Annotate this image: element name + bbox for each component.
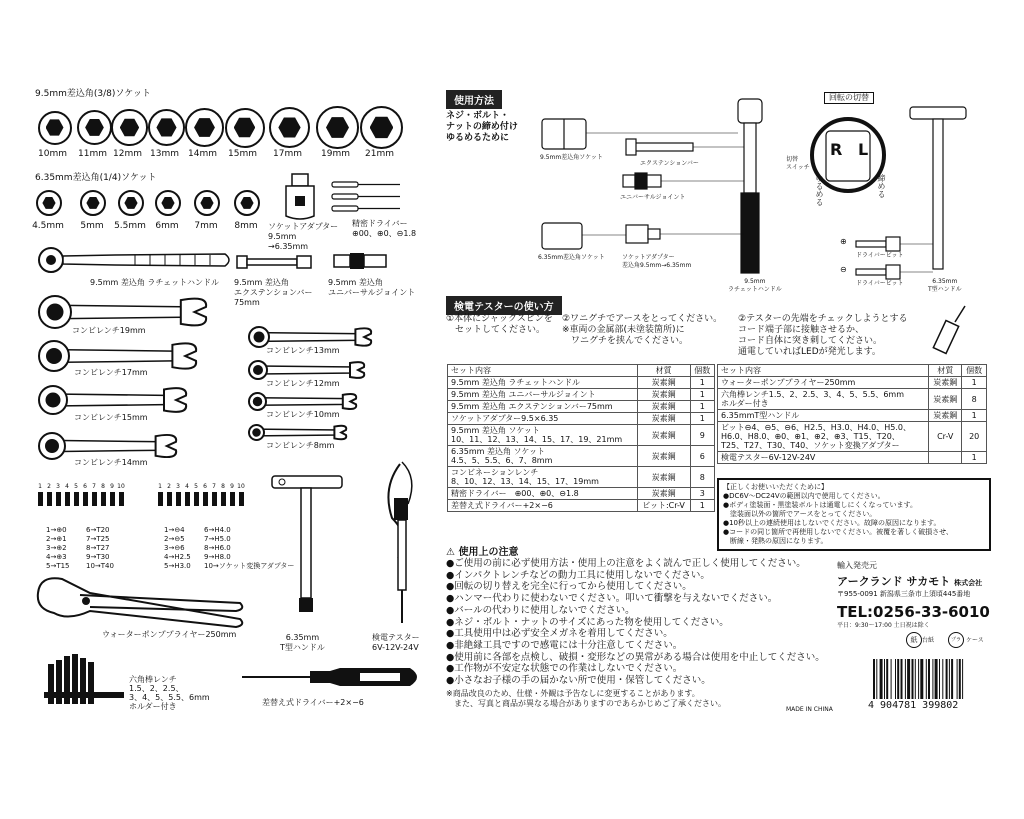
bit-icon — [185, 492, 190, 506]
diag-socket635-label: 6.35mm差込角ソケット — [538, 254, 605, 261]
table-row — [448, 413, 715, 425]
bit-icon — [110, 492, 115, 506]
bit-number: 3 — [56, 483, 60, 490]
bit-number: 5 — [74, 483, 78, 490]
cell-material: 炭素鋼 — [637, 413, 690, 425]
bit-mapping: 8→T27 — [86, 544, 110, 552]
diag-switch-label: 切替 スイッチ — [786, 156, 810, 171]
plastic-recycle-label: ケース — [966, 637, 984, 644]
caution-item: ●非絶縁工具ですので感電には十分注意してください。 — [446, 639, 683, 651]
caution-item: ●回転の切り替えを完全に行ってから使用してください。 — [446, 581, 692, 593]
bit-icon — [119, 492, 124, 506]
bit-icon — [221, 492, 226, 506]
barcode-bar — [905, 659, 906, 699]
col-contents: セット内容 — [448, 365, 638, 377]
barcode-bar — [895, 659, 896, 699]
barcode-bar — [897, 659, 899, 699]
socket-38-icon — [148, 109, 186, 147]
caution-item: ●小さなお子様の手の届かない所で使用・保管してください。 — [446, 675, 711, 687]
bit-number: 3 — [176, 483, 180, 490]
cell-quantity: 1 — [962, 452, 987, 464]
bit-mapping: 2→⊕1 — [46, 535, 67, 543]
t-handle-diag-label: 6.35mm T型ハンドル — [928, 278, 962, 293]
bit-slot — [117, 483, 125, 506]
spec-table-left — [447, 364, 715, 512]
bit-icon — [38, 492, 43, 506]
bit-icon — [56, 492, 61, 506]
socket-14-title: 6.35mm差込角(1/4)ソケット — [35, 173, 157, 183]
bit-number: 10 — [117, 483, 125, 490]
bit-icon — [92, 492, 97, 506]
cell-material: 炭素鋼 — [637, 377, 690, 389]
caution-title: ⚠ 使用上の注意 — [446, 547, 519, 558]
col-quantity: 個数 — [962, 365, 987, 377]
table-row — [448, 425, 715, 446]
screwdriver-illustration — [240, 664, 430, 690]
caution-list — [446, 558, 825, 687]
bit-icon — [158, 492, 163, 506]
t-handle-label: 6.35mm T型ハンドル — [280, 633, 325, 652]
socket-14-icon — [155, 190, 181, 216]
table-row — [448, 389, 715, 401]
ratchet-handle-label: 9.5mm 差込角 ラチェットハンドル — [90, 278, 219, 287]
bit-slot — [228, 483, 236, 506]
table-row — [718, 410, 987, 422]
bit-slot — [99, 483, 107, 506]
socket-14-icon — [118, 190, 144, 216]
bit-slot — [81, 483, 89, 506]
bit-slot — [72, 483, 80, 506]
cell-contents: 検電テスター6V-12V-24V — [718, 452, 929, 464]
bit-slot — [237, 483, 245, 506]
socket-38-size: 21mm — [365, 149, 394, 159]
socket-38-size: 14mm — [188, 149, 217, 159]
barcode-bar — [920, 659, 923, 699]
voltage-tester-illustration — [372, 458, 432, 628]
hex-key-set-illustration — [42, 652, 132, 712]
universal-joint-label: 9.5mm 差込角 ユニバーサルジョイント — [328, 278, 416, 297]
wrench-label: コンビレンチ19mm — [72, 326, 146, 335]
socket-38-icon — [225, 108, 265, 148]
bit-slot — [90, 483, 98, 506]
cell-contents: ソケットアダプター9.5×6.35 — [448, 413, 638, 425]
bit-number: 6 — [203, 483, 207, 490]
bit-mapping: 6→T20 — [86, 526, 110, 534]
bit-number: 8 — [221, 483, 225, 490]
diag-ratchet-label: 9.5mm ラチェットハンドル — [728, 278, 782, 293]
bit-slot — [63, 483, 71, 506]
socket-14-icon — [234, 190, 260, 216]
barcode-bar — [951, 659, 953, 699]
spec-table-right — [717, 364, 987, 464]
barcode-bar — [915, 659, 916, 699]
wrench-label: コンビレンチ15mm — [74, 413, 148, 422]
caution-item: ●工作物が不安定な状態での作業はしないでください。 — [446, 663, 683, 675]
wrench-label: コンビレンチ13mm — [266, 346, 340, 355]
socket-38-size: 12mm — [113, 149, 142, 159]
cell-quantity: 3 — [690, 488, 715, 500]
bit-list-c — [164, 526, 191, 571]
bit-icon — [83, 492, 88, 506]
notice-item: ●ボディ塗装面・黒塗装ボルトは通電しにくくなっています。 塗装面以外の箇所でアースをとってください。 — [723, 501, 917, 518]
notice-title: 【正しくお使いいただくために】 — [723, 483, 828, 491]
cell-material: 炭素鋼 — [637, 467, 690, 488]
bit-mapping: 4→⊕3 — [46, 553, 67, 561]
bit-number: 9 — [230, 483, 234, 490]
cell-contents: ビット⊖4、⊖5、⊖6、H2.5、H3.0、H4.0、H5.0、 H6.0、H8.0、⊕0、⊕1、⊕2、⊕3、T15、T20、 T25、T27、T30、T40、ソケット変換アダプター — [718, 422, 929, 452]
cell-material: 炭素鋼 — [929, 377, 962, 389]
tighten-label: 締める — [877, 174, 886, 198]
bit-slot — [54, 483, 62, 506]
warning-icon: ⚠ — [446, 547, 455, 558]
caution-footnote: ※商品改良のため、仕様・外観は予告なしに変更することがあります。 また、写真と商品が異なる場合がありますのであらかじめご了承ください。 — [446, 689, 726, 708]
notice-item: ●DC6V〜DC24Vの範囲以内で使用してください。 — [723, 492, 885, 500]
cell-contents: コンビネーションレンチ 8、10、12、13、14、15、17、19mm — [448, 467, 638, 488]
cell-quantity: 8 — [962, 389, 987, 410]
bit-icon — [176, 492, 181, 506]
barcode — [873, 659, 991, 699]
socket-14-size: 5.5mm — [114, 221, 146, 231]
cell-material — [929, 452, 962, 464]
bit-mapping: 8→H6.0 — [204, 544, 231, 552]
bit-number: 2 — [47, 483, 51, 490]
cell-material: 炭素鋼 — [637, 488, 690, 500]
importer-label: 輸入発売元 — [837, 561, 877, 570]
bit-slot — [36, 483, 44, 506]
bit-number: 10 — [237, 483, 245, 490]
paper-recycle-icon: 紙 — [906, 632, 922, 648]
socket-38-size: 19mm — [321, 149, 350, 159]
wrench-label: コンビレンチ17mm — [74, 368, 148, 377]
bit-slot — [183, 483, 191, 506]
usage-title: 使用方法 — [446, 90, 502, 109]
bit-number: 4 — [185, 483, 189, 490]
caution-item: ●ハンマー代わりに使わないでください。叩いて衝撃を与えないでください。 — [446, 593, 778, 605]
diag-extension-label: エクステンションバー — [640, 160, 699, 167]
barcode-bar — [880, 659, 883, 699]
extension-bar-label: 9.5mm 差込角 エクステンションバー 75mm — [234, 278, 313, 307]
cell-contents: 差替え式ドライバー+2×−6 — [448, 500, 638, 512]
cell-quantity: 1 — [962, 377, 987, 389]
notice-item: ●10秒以上の連続使用はしないでください。故障の原因になります。 — [723, 519, 941, 527]
bit-slot — [174, 483, 182, 506]
usage-diagram — [538, 95, 978, 300]
cell-contents: 9.5mm 差込角 ユニバーサルジョイント — [448, 389, 638, 401]
socket-14-icon — [36, 190, 62, 216]
barcode-bar — [935, 659, 938, 699]
extension-bar-illustration — [235, 253, 315, 271]
caution-item: ●工具使用中は必ず安全メガネを着用してください。 — [446, 628, 673, 640]
bit-slot — [108, 483, 116, 506]
table-row — [718, 422, 987, 452]
cell-contents: ウォーターポンププライヤー250mm — [718, 377, 929, 389]
bit-slot — [219, 483, 227, 506]
barcode-bar — [939, 659, 940, 699]
combination-wrench-illustration — [38, 432, 178, 460]
bit-number: 5 — [194, 483, 198, 490]
cell-material: Cr-V — [929, 422, 962, 452]
caution-item: ●使用前に各部を点検し、破損・変形などの異常がある場合は使用を中止してください。 — [446, 651, 825, 663]
rotation-r: R — [830, 140, 843, 159]
col-quantity: 個数 — [690, 365, 715, 377]
cell-quantity: 1 — [962, 410, 987, 422]
bit-list-b — [86, 526, 114, 571]
cell-contents: 6.35mm 差込角 ソケット 4.5、5、5.5、6、7、8mm — [448, 446, 638, 467]
company-address: 〒955-0091 新潟県三条市上須頃445番地 — [837, 590, 971, 598]
bit-icon — [212, 492, 217, 506]
water-pump-pliers-label: ウォーターポンププライヤー250mm — [102, 630, 237, 639]
barcode-bar — [928, 659, 930, 699]
cell-contents: 精密ドライバー ⊕00、⊕0、⊖1.8 — [448, 488, 638, 500]
paper-recycle-label: 台紙 — [922, 637, 935, 644]
socket-14-icon — [80, 190, 106, 216]
barcode-bar — [949, 659, 950, 699]
bit-number: 4 — [65, 483, 69, 490]
t-handle-illustration — [268, 468, 348, 618]
bit-icon — [167, 492, 172, 506]
cell-contents: 9.5mm 差込角 エクステンションバー75mm — [448, 401, 638, 413]
socket-38-size: 11mm — [78, 149, 107, 159]
tester-tip-illustration — [925, 302, 975, 362]
bit-mapping: 7→T25 — [86, 535, 110, 543]
bit-icon — [47, 492, 52, 506]
bit-mapping: 4→H2.5 — [164, 553, 191, 561]
barcode-bar — [901, 659, 903, 699]
cell-quantity: 6 — [690, 446, 715, 467]
cell-material: ビット:Cr-V — [637, 500, 690, 512]
bit-mapping: 1→⊕0 — [46, 526, 67, 534]
bit-icon — [194, 492, 199, 506]
bit-icon — [65, 492, 70, 506]
tester-usage-title: 検電テスターの使い方 — [446, 296, 562, 315]
notice-box — [717, 478, 991, 551]
socket-14-size: 5mm — [80, 221, 104, 231]
hex-key-label: 六角棒レンチ 1.5、2、2.5、 3、4、5、5.5、6mm ホルダー付き — [129, 675, 210, 711]
cell-quantity: 1 — [690, 377, 715, 389]
table-row — [448, 488, 715, 500]
barcode-bar — [932, 659, 933, 699]
barcode-bar — [918, 659, 919, 699]
barcode-bar — [962, 659, 963, 699]
cell-material: 炭素鋼 — [637, 425, 690, 446]
combination-wrench-illustration — [38, 295, 208, 329]
wrench-label: コンビレンチ12mm — [266, 379, 340, 388]
plus-bit-symbol: ⊕ — [840, 237, 847, 246]
table-row — [448, 467, 715, 488]
precision-drivers-label: 精密ドライバー ⊕00、⊕0、⊖1.8 — [352, 219, 417, 238]
wrench-label: コンビレンチ14mm — [74, 458, 148, 467]
bit-slot — [201, 483, 209, 506]
cell-quantity: 1 — [690, 389, 715, 401]
cell-material: 炭素鋼 — [637, 446, 690, 467]
bit-number: 1 — [158, 483, 162, 490]
col-contents: セット内容 — [718, 365, 929, 377]
bit-number: 6 — [83, 483, 87, 490]
cell-contents: 6.35mmT型ハンドル — [718, 410, 929, 422]
bit-slot — [192, 483, 200, 506]
socket-14-size: 8mm — [234, 221, 258, 231]
rotation-title: 回転の切替 — [824, 92, 874, 104]
precision-drivers-illustration — [330, 180, 410, 214]
bit-number: 9 — [110, 483, 114, 490]
barcode-bar — [959, 659, 961, 699]
company-hours: 平日：9:30〜17:00 土日祝は除く — [837, 622, 930, 629]
socket-38-icon — [38, 111, 72, 145]
bit-icon — [101, 492, 106, 506]
company-name: アークランド サカモト 株式会社 — [837, 575, 983, 588]
socket-14-size: 4.5mm — [32, 221, 64, 231]
bit-mapping: 5→T15 — [46, 562, 70, 570]
bit-number: 8 — [101, 483, 105, 490]
water-pump-pliers-illustration — [30, 573, 250, 633]
company-tel: TEL:0256-33-6010 — [837, 603, 990, 621]
bit-mapping: 3→⊖6 — [164, 544, 185, 552]
socket-38-size: 17mm — [273, 149, 302, 159]
combination-wrench-illustration — [248, 392, 358, 411]
bit-icon — [230, 492, 235, 506]
caution-item: ●バールの代わりに使用しないでください。 — [446, 604, 635, 616]
bit-slot — [45, 483, 53, 506]
bit-number: 7 — [92, 483, 96, 490]
bit-mapping: 9→H8.0 — [204, 553, 231, 561]
socket-38-icon — [360, 106, 404, 150]
caution-item: ●ご使用の前に必ず使用方法・使用上の注意をよく読んで正しく使用してください。 — [446, 558, 806, 569]
cell-material: 炭素鋼 — [929, 410, 962, 422]
cell-material: 炭素鋼 — [637, 389, 690, 401]
socket-14-icon — [194, 190, 220, 216]
made-in: MADE IN CHINA — [786, 706, 833, 713]
caution-item: ●ネジ・ボルト・ナットのサイズにあった物を使用してください。 — [446, 616, 729, 628]
socket-38-size: 13mm — [150, 149, 179, 159]
socket-38-size: 15mm — [228, 149, 257, 159]
barcode-bar — [912, 659, 914, 699]
minus-bit-symbol: ⊖ — [840, 265, 847, 274]
cell-quantity: 20 — [962, 422, 987, 452]
barcode-bar — [942, 659, 943, 699]
combination-wrench-illustration — [248, 424, 348, 441]
table-row — [718, 452, 987, 464]
rotation-l: L — [858, 140, 869, 159]
bit-mapping: 10→T40 — [86, 562, 114, 570]
barcode-bar — [907, 659, 910, 699]
bit-slot — [210, 483, 218, 506]
cell-quantity: 9 — [690, 425, 715, 446]
bit-icon — [74, 492, 79, 506]
bit-mapping: 2→⊖5 — [164, 535, 185, 543]
cell-contents: 9.5mm 差込角 ソケット 10、11、12、13、14、15、17、19、21mm — [448, 425, 638, 446]
barcode-bar — [886, 659, 888, 699]
notice-item: ●コードの同じ箇所で再使用しないでください。被覆を著しく破損させ、 断線・発熱の原因になります。 — [723, 528, 953, 545]
barcode-bar — [884, 659, 885, 699]
barcode-bar — [957, 659, 958, 699]
col-material: 材質 — [637, 365, 690, 377]
ratchet-handle-illustration — [35, 246, 235, 276]
bit-list-a — [46, 526, 70, 571]
barcode-bar — [946, 659, 948, 699]
cell-contents: 六角棒レンチ1.5、2、2.5、3、4、5、5.5、6mm ホルダー付き — [718, 389, 929, 410]
socket-38-icon — [185, 108, 224, 147]
plastic-recycle-icon: プラ — [948, 632, 964, 648]
socket-38-icon — [77, 110, 112, 145]
usage-intro: ネジ・ボルト・ ナットの締め付け ゆるめるために — [446, 111, 518, 143]
bit-number: 2 — [167, 483, 171, 490]
barcode-bar — [926, 659, 927, 699]
bit-number: 7 — [212, 483, 216, 490]
caution-item: ●インパクトレンチなどの動力工具に使用しないでください。 — [446, 569, 710, 581]
table-row — [448, 446, 715, 467]
tester-step3: ②テスターの先端をチェックしようとする コード端子部に接触させるか、 コード自体に突き刺してください。 通電していればLEDが発光します。 — [738, 314, 908, 357]
combination-wrench-illustration — [248, 326, 373, 348]
diag-adapter-label: ソケットアダプター 差込角9.5mm→6.35mm — [622, 254, 692, 269]
socket-14-size: 6mm — [155, 221, 179, 231]
cell-contents: 9.5mm 差込角 ラチェットハンドル — [448, 377, 638, 389]
socket-38-icon — [269, 107, 310, 148]
socket-adapter-label: ソケットアダプター 9.5mm →6.35mm — [268, 222, 339, 251]
socket-38-icon — [316, 106, 358, 148]
cell-quantity: 1 — [690, 500, 715, 512]
bit-mapping: 3→⊕2 — [46, 544, 67, 552]
bit-mapping: 1→⊖4 — [164, 526, 185, 534]
combination-wrench-illustration — [248, 360, 366, 380]
socket-38-icon — [111, 109, 147, 145]
bit-mapping: 7→H5.0 — [204, 535, 231, 543]
plus-bit-label: ドライバービット — [856, 252, 904, 259]
diag-universal-label: ユニバーサルジョイント — [620, 194, 686, 201]
table-row — [718, 377, 987, 389]
universal-joint-illustration — [332, 250, 392, 272]
table-row — [448, 401, 715, 413]
cell-quantity: 1 — [690, 413, 715, 425]
table-row — [448, 377, 715, 389]
bit-icon — [239, 492, 244, 506]
cell-material: 炭素鋼 — [929, 389, 962, 410]
cell-quantity: 1 — [690, 401, 715, 413]
barcode-bar — [873, 659, 875, 699]
col-material: 材質 — [929, 365, 962, 377]
table-row — [448, 500, 715, 512]
diag-socket95-label: 9.5mm差込角ソケット — [540, 154, 603, 161]
tester-step1: ①本体にジャックスピンを セットしてください。 — [446, 314, 553, 335]
wrench-label: コンビレンチ8mm — [266, 441, 335, 450]
voltage-tester-label: 検電テスター 6V-12V-24V — [372, 633, 420, 652]
table-row — [718, 389, 987, 410]
socket-38-title: 9.5mm差込角(3/8)ソケット — [35, 89, 151, 99]
screwdriver-label: 差替え式ドライバー+2×−6 — [262, 698, 364, 707]
barcode-number: 4 904781 399802 — [868, 700, 959, 711]
bit-slot — [156, 483, 164, 506]
socket-38-size: 10mm — [38, 149, 67, 159]
bit-mapping: 9→T30 — [86, 553, 110, 561]
loosen-label: ゆるめる — [815, 174, 824, 206]
barcode-bar — [891, 659, 892, 699]
bit-icon — [203, 492, 208, 506]
bit-number: 1 — [38, 483, 42, 490]
cell-material: 炭素鋼 — [637, 401, 690, 413]
cell-quantity: 8 — [690, 467, 715, 488]
bit-mapping: 10→ソケット変換アダプター — [204, 562, 295, 570]
socket-14-size: 7mm — [194, 221, 218, 231]
tester-step2: ②ワニグチでアースをとってください。 ※車両の金属部(未塗装箇所)に ワニグチを挟んでください。 — [562, 314, 723, 346]
wrench-label: コンビレンチ10mm — [266, 410, 340, 419]
barcode-bar — [876, 659, 877, 699]
bit-mapping: 6→H4.0 — [204, 526, 231, 534]
bit-mapping: 5→H3.0 — [164, 562, 191, 570]
combination-wrench-illustration — [38, 385, 188, 415]
socket-adapter-illustration — [280, 172, 320, 222]
bit-slot — [165, 483, 173, 506]
minus-bit-label: ドライバービット — [856, 280, 904, 287]
